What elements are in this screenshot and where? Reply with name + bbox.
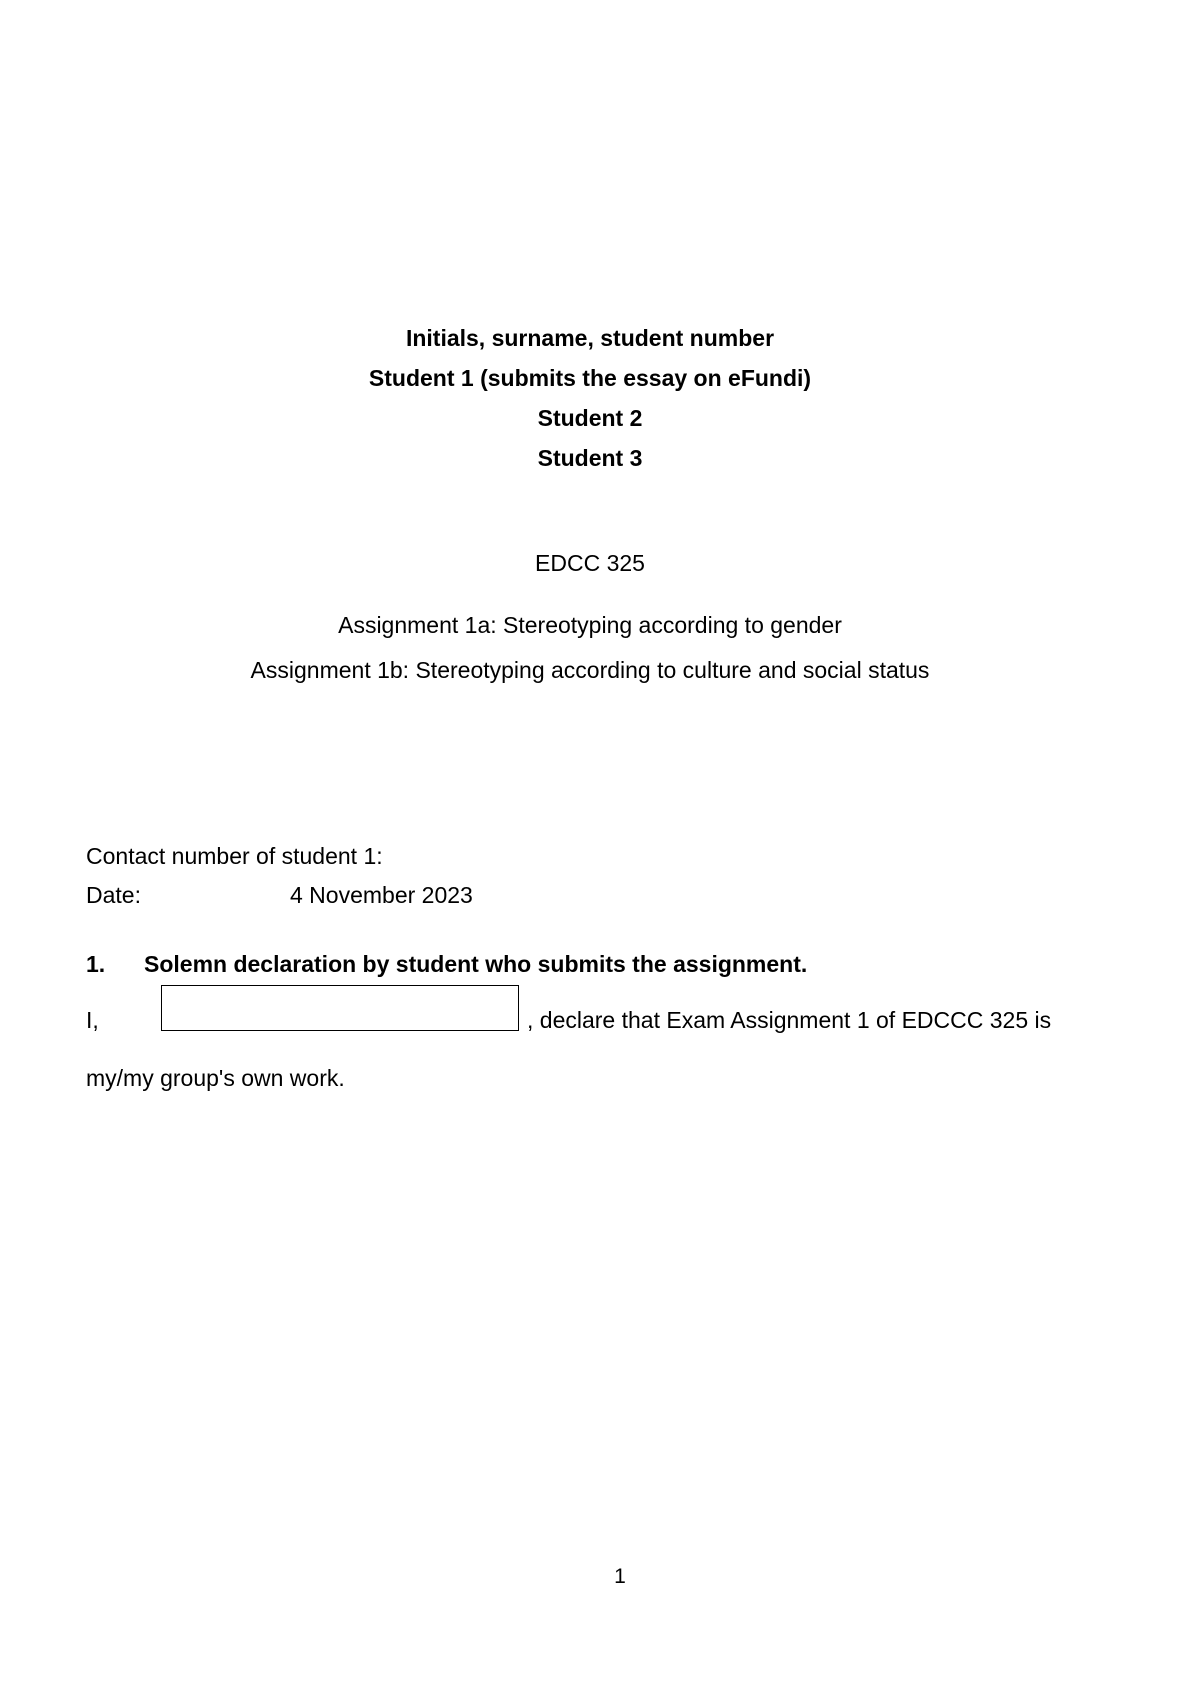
- declaration-prefix: I,: [86, 1007, 99, 1033]
- header-line-student-2: Student 2: [537, 405, 643, 431]
- declaration-heading: [86, 946, 807, 982]
- date-value: 4 November 2023: [290, 882, 473, 908]
- assignment-titles: [0, 607, 1180, 697]
- assignment-1a-title: Assignment 1a: Stereotyping according to gender: [338, 612, 842, 638]
- declaration-suffix: , declare that Exam Assignment 1 of EDCCC 325 is: [527, 1007, 1052, 1033]
- student-name-field[interactable]: [161, 985, 519, 1031]
- section-heading-text: Solemn declaration by student who submits the assignment.: [144, 951, 808, 977]
- course-code: EDCC 325: [535, 550, 645, 576]
- section-number: 1.: [86, 951, 106, 977]
- header-line-initials: Initials, surname, student number: [405, 325, 775, 351]
- date-row: [86, 877, 473, 913]
- page-number: 1: [614, 1565, 626, 1588]
- date-label: Date:: [86, 882, 141, 908]
- header-line-student-3: Student 3: [537, 445, 643, 471]
- header-line-student-1: Student 1 (submits the essay on eFundi): [368, 365, 812, 391]
- contact-number-label: Contact number of student 1:: [86, 843, 383, 869]
- declaration-continuation: my/my group's own work.: [86, 1065, 345, 1091]
- student-header-block: [0, 318, 1180, 478]
- assignment-1b-title: Assignment 1b: Stereotyping according to culture and social status: [250, 657, 930, 683]
